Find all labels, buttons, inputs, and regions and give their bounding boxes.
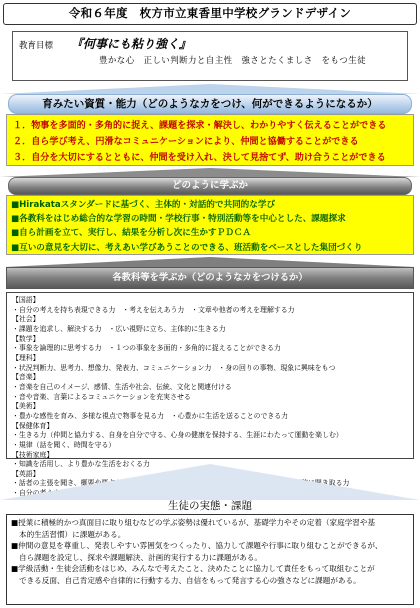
subject-line: ・音や音楽、言葉によるコミュニケーションを充実させる — [12, 392, 191, 401]
how-arrow — [0, 168, 420, 177]
education-goal-box — [12, 31, 408, 81]
students-header: 生徒の実態・課題 — [168, 500, 252, 512]
education-goal-main: 『何事にも粘り強く』 — [71, 37, 192, 51]
subject-line: ・自分の考えをもち、英語で表現できる力 — [12, 489, 143, 498]
education-goal-sub: 豊かな心 正しい判断力と自主性 強さとたくましさ をもつ生徒 — [99, 56, 367, 66]
subjects-arrow — [5, 257, 415, 267]
quality-item: １．物事を多面的・多角的に捉え、課題を探求・解決し、わかりやすく伝えることができる — [13, 121, 387, 131]
how-item: ■各教科をはじめ総合的な学習の時間・学校行事・特別活動等を中心とした、課題探求 — [11, 214, 346, 225]
how-item: ■自ら計画を立て、実行し、結果を分析し次に生かすＰＤＣＡ — [11, 228, 251, 239]
students-arrow — [0, 464, 420, 500]
subject-line: ・規律（話を聞く、時間を守る） — [12, 440, 116, 449]
subject-line: ・状況判断力、思考力、想像力、発表力、コミュニケーション力 ・身の回りの事物、現象に興味をもつ — [12, 363, 336, 372]
subject-line: 【理科】 — [12, 353, 40, 362]
student-issue-line: できる反面、自己肯定感や自律的に行動する力、自信をもって発言する心の強さなどに課題がある。 — [19, 575, 361, 585]
subject-line: ・自分の考えを持ち表現できる力 ・考えを伝えあう力 ・文章や他者の考えを理解する力 — [12, 305, 295, 314]
how-item: ■Hirakataスタンダードに基づく、主体的・対話的で共同的な学び — [11, 200, 276, 210]
subjects-header: 各教科等を学ぶか（どのようなカをつけるか） — [6, 267, 414, 289]
student-issue-line: ■授業に積極的かつ真面目に取り組むなどの学ぶ姿勢は優れているが、基礎学力やその定着（家庭学習や基 — [11, 518, 376, 527]
subject-line: ・事象を論理的に思考する力 ・１つの事象を多面的・多角的に捉えることができる力 — [12, 344, 281, 353]
student-issue — [11, 517, 409, 540]
education-goal-label: 教育目標 — [19, 41, 54, 51]
subject-line: 【数学】 — [12, 334, 40, 343]
subject-line: ・音楽を自己のイメージ、感情、生活や社会、伝統、文化と関連付ける — [12, 382, 232, 391]
subject-line: 【英語】 — [12, 469, 40, 478]
how-box — [6, 195, 414, 255]
subject-line: 【保健体育】 — [12, 421, 54, 430]
student-issue-line: 本的生活習慣）に課題がある。 — [19, 529, 126, 539]
subject-line: ・生きる力（仲間と協力する、自身を自分で守る、心身の健康を保持する、生涯にわたって運動を楽しむ） — [12, 431, 343, 440]
student-issue-line: ■学級活動・生徒会活動をはじめ、みんなで考えたこと、決めたことに協力して責任をもって取組むことが — [11, 564, 375, 574]
qualities-arrow — [0, 84, 420, 94]
students-box — [6, 514, 414, 605]
student-issue — [11, 563, 409, 586]
student-issue — [11, 540, 409, 563]
how-header: どのように学ぶか — [8, 177, 412, 195]
subject-line: 【社会】 — [12, 315, 40, 324]
how-item: ■互いの意見を大切に、考えあい学びあうことのできる、班活動をベースとした集団づくり — [11, 242, 363, 253]
subject-line: ・課題を追求し、解決する力 ・広い視野に立ち、主体的に生きる力 — [12, 324, 226, 333]
subject-line: 【美術】 — [12, 402, 40, 411]
subject-line: 【音楽】 — [12, 373, 40, 382]
subject-line: 【国語】 — [12, 296, 40, 304]
student-issue-line: ■仲間の意見を尊重し、発表しやすい雰囲気をつくったり、協力して課題や行事に取り組むことができるが、 — [11, 541, 383, 551]
quality-item: ３．自分を大切にするとともに、仲間を受け入れ、決して見捨てず、助け合うことができる — [13, 153, 386, 163]
subject-line: ・豊かな感性を育み、多様な視点で物事を見る力 ・心豊かに生活を送ることのできる力 — [12, 411, 289, 420]
subject-line: 【技術家庭】 — [12, 450, 54, 459]
subject-line: ・知識を活用し、より豊かな生活をおくる力 — [12, 460, 150, 469]
quality-item: ２．自ら学び考え、円滑なコミュニケーションにより、仲間と協働することができる — [13, 137, 359, 147]
qualities-header: 育みたい資質・能力（どのようなカをつけ、何ができるようになるか） — [8, 94, 412, 114]
page-title: 令和６年度 枚方市立東香里中学校グランドデザイン — [3, 3, 417, 25]
qualities-box — [6, 114, 414, 166]
subjects-box — [6, 292, 414, 498]
subject-line: ・話者の主張を聞き、概要や要点から、必要な情報を整理し、内容・話し手の考え・意向を正確に聞き取る力 — [12, 479, 350, 488]
student-issue-line: 自ら課題を設定し、探求や課題解決、計画的実行する力に課題がある。 — [19, 552, 262, 562]
